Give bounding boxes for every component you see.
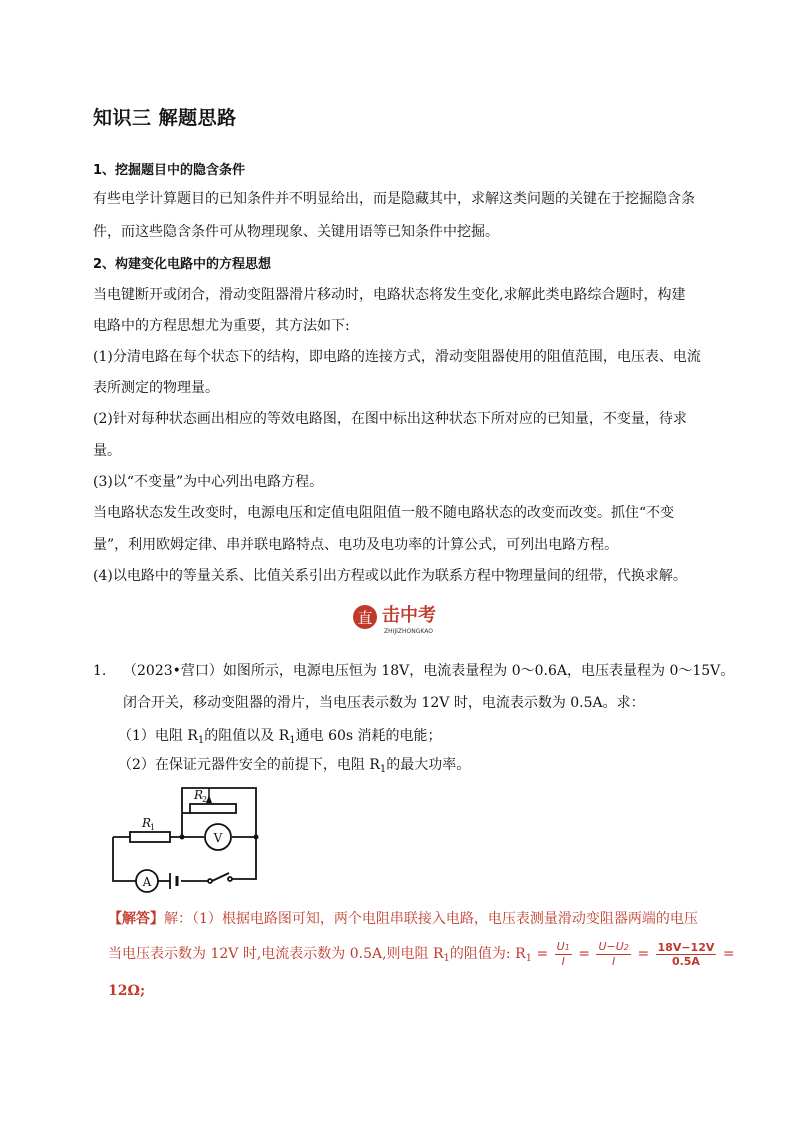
paragraph-line: (4)以电路中的等量关系、比值关系引出方程或以此作为联系方程中物理量间的纽带，代换求解。 [93, 568, 687, 584]
heading-1: 1、挖掘题目中的隐含条件 [93, 163, 246, 178]
ammeter-label: A [142, 875, 152, 889]
question-part-1: （1）电阻 $R_1$的阻值以及 $R_1$通电 60s 消耗的电能； [118, 728, 442, 746]
paragraph-line: (1)分清电路在每个状态下的结构，即电路的连接方式，滑动变阻器使用的阻值范围，电压表、电流 [93, 349, 701, 365]
answer-line-2: 当电压表示数为 12V 时,电流表示数为 0.5A,则电阻 $R_1$的阻值为: $R_1$ = $\frac{U1}{I}$ = $\frac{U-U2}{I}$ = $\frac{18V-12V}{0.5A}$ = [108, 940, 735, 968]
fraction-values: $\frac{18V-12V}{0.5A}$ [657, 940, 715, 968]
r1-label: R [142, 816, 152, 830]
paragraph-line: (3)以“不变量”为中心列出电路方程。 [93, 474, 324, 490]
paragraph-line: 量”，利用欧姆定律、串并联电路特点、电功及电功率的计算公式，可列出电路方程。 [93, 537, 619, 553]
paragraph-line: 件，而这些隐含条件可从物理现象、关键用语等已知条件中挖掘。 [93, 224, 499, 240]
paragraph-line: 有些电学计算题目的已知条件并不明显给出，而是隐藏其中，求解这类问题的关键在于挖掘隐含条 [93, 191, 695, 207]
fraction-u-minus-u2-over-i: $\frac{U-U2}{I}$ [598, 940, 629, 968]
heading-2: 2、构建变化电路中的方程思想 [93, 257, 272, 272]
paragraph-line: 当电键断开或闭合，滑动变阻器滑片移动时，电路状态将发生变化,求解此类电路综合题时，构建 [93, 287, 686, 303]
question-line: 闭合开关，移动变阻器的滑片，当电压表示数为 12V 时，电流表示数为 0.5A。求： [123, 695, 645, 711]
question-number: 1. [93, 663, 107, 679]
question-line: （2023•营口）如图所示，电源电压恒为 18V，电流表量程为 0～0.6A，电压表量程为 0～15V。 [123, 663, 735, 679]
answer-line-3: 12Ω; [108, 983, 146, 999]
svg-text:2: 2 [202, 795, 208, 804]
svg-text:ZHIJIZHONGKAO: ZHIJIZHONGKAO [384, 628, 433, 635]
r2-label: R [194, 788, 204, 802]
svg-text:直: 直 [357, 609, 373, 627]
voltmeter-label: V [213, 831, 223, 845]
paragraph-line: (2)针对每种状态画出相应的等效电路图，在图中标出这种状态下所对应的已知量，不变量，待求 [93, 411, 687, 427]
paragraph-line: 当电路状态发生改变时，电源电压和定值电阻阻值一般不随电路状态的改变而改变。抓住“不变 [93, 505, 675, 521]
paragraph-line: 量。 [93, 443, 121, 459]
question-part-2: （2）在保证元器件安全的前提下，电阻 $R_1$的最大功率。 [118, 757, 471, 775]
circuit-diagram [108, 783, 268, 893]
svg-text:击中考: 击中考 [382, 605, 436, 626]
paragraph-line: 电路中的方程思想尤为重要，其方法如下: [93, 318, 350, 334]
zhijizhongkao-logo [352, 596, 442, 640]
section-title: 知识三 解题思路 [93, 107, 237, 129]
answer-line-1: 【解答】解：（1）根据电路图可知，两个电阻串联接入电路，电压表测量滑动变阻器两端的电压 [108, 911, 698, 927]
svg-text:1: 1 [150, 823, 156, 832]
paragraph-line: 表所测定的物理量。 [93, 380, 219, 396]
fraction-u1-over-i: $\frac{U1}{I}$ [556, 940, 570, 968]
